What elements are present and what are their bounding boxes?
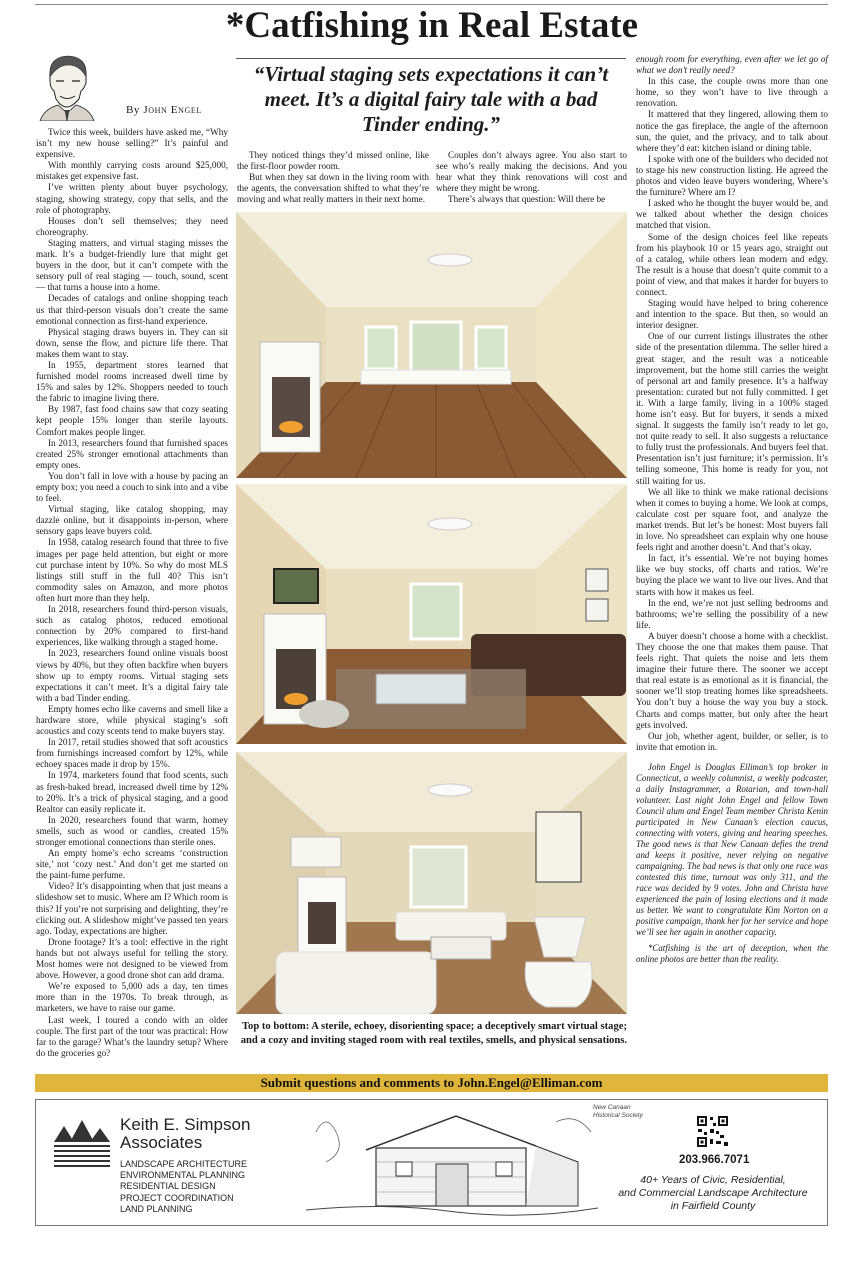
paragraph: Houses don’t sell themselves; they need choreography.: [36, 215, 228, 237]
paragraph: Last week, I toured a condo with an older couple. The first part of the tour was practical: How far to the garage? What’s the laundry setup? Where do the groceries go?: [36, 1014, 228, 1058]
company-name-line1: Keith E. Simpson: [120, 1115, 251, 1134]
paragraph: Decades of catalogs and online shopping teach us that third-person visuals don’t create the same emotional connection as first-hand experience.: [36, 293, 228, 326]
photo-caption: Top to bottom: A sterile, echoey, disorienting space; a deceptively smart virtual stage; and a cozy and inviting staged room with real textiles, smells, and physical sensations.: [240, 1021, 627, 1046]
service-item: LANDSCAPE ARCHITECTURE: [120, 1159, 248, 1169]
paragraph: Virtual staging, like catalog shopping, may dazzle online, but it disappoints in-person, where sensory gaps leave buyers cold.: [36, 504, 228, 537]
paragraph: In 1958, catalog research found that three to five images per page held attention, but eight or more cut purchase intent by 10%. So why do most MLS listings still stuff in the full 40? This isn’t commodity sales on Amazon, and more photos often hurt more than they help.: [36, 537, 228, 603]
photo-physical-staging: [236, 752, 627, 1014]
tagline-line1: 40+ Years of Civic, Residential,: [640, 1174, 786, 1186]
paragraph: In 1974, marketers found that food scents, such as fresh-baked bread, increased dwell time by 12% to 20%. It’s a trick of physical staging, and a good Realtor can easily replicate it.: [36, 770, 228, 814]
headline: *Catfishing in Real Estate: [225, 5, 639, 46]
author-portrait: [36, 53, 98, 121]
author-bio: John Engel is Douglas Elliman’s top broker in Connecticut, a weekly columnist, a weekly podcaster, a daily Instagrammer, a Rotarian, and town-hall volunteer. Last night John Engel and fellow Town Council alum and Engel Team member Christa Kenin participated in New Canaan’s election caucus, connecting with voters, giving and hearing speeches. The good news is that New Canaan defies the trend and keeps it positive, never relying on negative campaigning. The bad news is that only one race was contested this time, turnout was only 311, and the race was decided by 9 votes. John and Christa have experienced the pain of losing elections and it made us better. We want to congratulate Kim Norton on a positive campaign, thank her for her service and hope we’ll see her again in another capacity.: [636, 761, 829, 937]
paragraph: In 2013, researchers found that furnished spaces created 25% stronger emotional attachments than empty ones.: [36, 437, 228, 470]
column-4: [636, 54, 828, 965]
paragraph: A buyer doesn’t choose a home with a checklist. They choose the one that makes them pause. That feels right. That quiets the noise and lets them imagine their future there. The sooner we accept that real estate is as emotional as it is financial, the sooner we’ll stop treating homes like spreadsheets. You don’t buy a house the way you buy a stock. Charts and comps matter, but only after the heart gets involved.: [636, 630, 828, 730]
paragraph: We all like to think we make rational decisions when it comes to buying a home. We look at comps, calculate cost per square foot, and analyze the market trends. But let’s be honest: Most buyers fall in love. No spreadsheet can explain why one house feels right and another doesn’t. And that’s okay.: [636, 486, 828, 553]
paragraph: In 2020, researchers found that warm, homey smells, such as wood or candles, created 15% stronger emotional connections than sterile ones.: [36, 814, 228, 847]
phone-number[interactable]: 203.966.7071: [679, 1154, 750, 1166]
paragraph: I asked who he thought the buyer would be, and we talked about whether the design choices matched that vision.: [636, 198, 828, 231]
paragraph: I spoke with one of the builders who decided not to stage his new construction listing. He agreed the photos and video leave buyers wondering, Where’s the furniture? Where am I?: [636, 153, 828, 198]
credit-line1: New Canaan: [593, 1104, 631, 1111]
paragraph-continued: enough room for everything, even after we let go of what we don’t really need?: [636, 54, 828, 76]
pull-quote-rule: [236, 58, 626, 59]
paragraph: In the end, we’re not just selling bedrooms and bathrooms; we’re selling the possibility of a new life.: [636, 597, 828, 630]
paragraph: Physical staging draws buyers in. They can sit down, sense the flow, and picture life there. That makes them want to stay.: [36, 326, 228, 359]
paragraph: I’ve written plenty about buyer psychology, staging, showing strategy, copy that sells, and the role of photography.: [36, 182, 228, 215]
paragraph: We’re exposed to 5,000 ads a day, ten times more than in the 1970s. To break through, as marketers, we have to raise our game.: [36, 981, 228, 1014]
byline-by: By: [126, 104, 141, 116]
paragraph: It mattered that they lingered, allowing them to notice the gas fireplace, the angle of the afternoon sun, the quiet, and the privacy, and to talk about where they’d eat: kitchen island or dining table.: [636, 109, 828, 153]
paragraph: Empty homes echo like caverns and smell like a hardware store, while physical staging’s soft acoustics and cozy scents tend to make buyers stay.: [36, 703, 228, 737]
paragraph: By 1987, fast food chains saw that cozy seating kept people 15% longer than sterile layouts. Comfort makes people linger.: [36, 404, 228, 437]
advertisement: [35, 1099, 828, 1226]
tagline: [604, 1174, 822, 1213]
company-name-line2: Associates: [120, 1133, 203, 1152]
footnote: *Catfishing is the art of deception, when the online photos are better than the reality.: [636, 942, 828, 964]
byline-author: John Engel: [143, 104, 202, 116]
illustration-credit: [593, 1104, 643, 1120]
paragraph: There’s always that question: Will there be: [448, 194, 606, 205]
paragraph: One of our current listings illustrates the other side of the presentation dilemma. The seller hired a great stager, and the result was a noticeable improvement, but the home still carries the weight of personal art and family presence. It’s a halfway presentation: curated but not fully committed. I get it. With a large family, living in a 100% staged home isn’t easy. But for buyers, it sends a mixed signal. It suggests the family isn’t ready to let go, not quite ready to sell. It also suggests a reluctance to fully trust the professionals. And buyers feel that. Presentation isn’t just furniture; it’s permission. It’s telling someone, This home is ready for you, not still waiting for us.: [636, 331, 828, 486]
paragraph: In 1955, department stores learned that furnished model rooms increased dwell time by 15% and sales by 12%. Shoppers needed to touch the fabric to imagine living there.: [36, 359, 228, 404]
paragraph: Drone footage? It’s a tool: effective in the right hands but not always useful for telling the story. Most homes were not designed to be viewed from above. However, a good drone shot can add drama.: [36, 936, 228, 981]
byline: [126, 104, 202, 116]
paragraph: They noticed things they’d missed online, like the first-floor powder room.: [237, 150, 429, 172]
column-2: [237, 150, 429, 205]
paragraph: Twice this week, builders have asked me, “Why isn’t my new house selling?” It’s painful and expensive.: [36, 127, 228, 160]
company-logo-icon: [50, 1112, 114, 1174]
paragraph: Video? It’s disappointing when that just means a slideshow set to music. Where am I? Which room is this? If you’re not surprising and delighting, they’re clicking out. A slideshow might’ve passed ten years ago. Today, expectations are higher.: [36, 881, 228, 936]
paragraph: With monthly carrying costs around $25,000, mistakes get expensive fast.: [36, 160, 228, 182]
paragraph: In 2023, researchers found online visuals boost views by 40%, but they often backfire when buyers show up to empty rooms. Virtual staging sets expectations it can’t meet. It’s a digital fairy tale with a bad Tinder ending.: [36, 648, 228, 703]
barn-sketch-illustration: [306, 1102, 598, 1224]
submit-bar: Submit questions and comments to John.Engel@Elliman.com: [35, 1074, 828, 1092]
photo-empty-room: [236, 212, 627, 478]
service-item: PROJECT COORDINATION: [120, 1192, 234, 1203]
column-1: [36, 127, 228, 1059]
paragraph: In fact, it’s essential. We’re not buying homes like we buy stocks, off charts and ratios. We’re buying the place we want to live our lives. And that starts with how it makes us feel.: [636, 553, 828, 597]
photo-virtual-staging: [236, 484, 627, 744]
service-item: LAND PLANNING: [120, 1203, 193, 1214]
paragraph: Staging matters, and virtual staging misses the mark. It’s a budget-friendly lure that might get buyers in the door, but it can’t compete with the sensory pull of real staging — touch, sound, scent — that turns a house into a home.: [36, 237, 228, 293]
paragraph: You don’t fall in love with a house by pacing an empty box; you need a couch to sink into and a vibe to feel.: [36, 470, 228, 504]
pull-quote: “Virtual staging sets expectations it can’t meet. It’s a digital fairy tale with a bad Tinder ending.”: [253, 62, 609, 136]
paragraph: Couples don’t always agree. You also start to see who’s really making the decisions. And you hear what they think renovations will cost and where they might be wrong.: [436, 150, 627, 194]
credit-line2: Historical Society: [593, 1112, 643, 1119]
column-3: [436, 150, 627, 205]
service-list: [120, 1159, 247, 1215]
service-item: ENVIRONMENTAL PLANNING: [120, 1170, 246, 1181]
paragraph: Staging would have helped to bring coherence and intention to the space. But then, so would an interior designer.: [636, 298, 828, 331]
paragraph: In 2018, researchers found third-person visuals, such as catalog photos, reduced emotional connection by 20% compared to first-hand experiences, like walking through a staged home.: [36, 604, 228, 648]
paragraph: But when they sat down in the living room with the agents, the conversation shifted to what they’re moving and what really matters in their next home.: [237, 172, 429, 205]
qr-code-icon[interactable]: [696, 1115, 729, 1148]
paragraph: An empty home’s echo screams ‘construction site,’ not ‘cozy nest.’ And don’t get me started on the paint-fume perfume.: [36, 848, 228, 881]
paragraph: Our job, whether agent, builder, or seller, is to invite that emotion in.: [636, 730, 828, 752]
paragraph: Some of the design choices feel like repeats from his playbook 10 or 15 years ago, straight out of a catalog, while others lean modern and edgy. The result is a house that doesn’t quite commit to a point of view, and that makes it harder for buyers to connect.: [636, 231, 828, 297]
paragraph: In 2017, retail studies showed that soft acoustics from furnishings increased comfort by 12%, while echoey spaces made it drop by 15%.: [36, 737, 228, 770]
tagline-line3: in Fairfield County: [670, 1200, 756, 1212]
tagline-line2: and Commercial Landscape Architecture: [618, 1187, 808, 1199]
company-name: [120, 1116, 250, 1152]
service-item: RESIDENTIAL DESIGN: [120, 1181, 216, 1192]
paragraph: In this case, the couple owns more than one home, so they won’t have to live through a renovation.: [636, 76, 828, 109]
